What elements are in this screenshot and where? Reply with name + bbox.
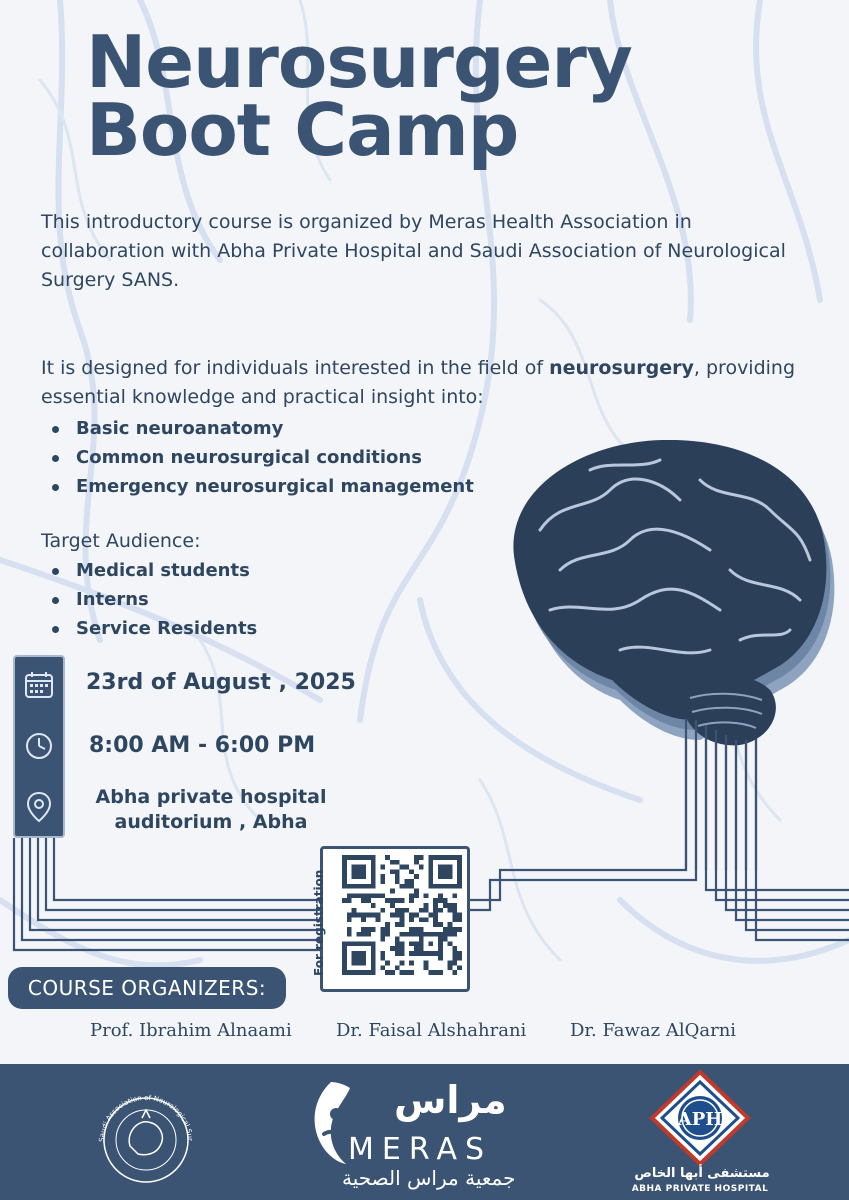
audience-label: Target Audience:	[41, 530, 201, 552]
qr-code-icon[interactable]	[342, 855, 462, 975]
organizer-name: Prof. Ibrahim Alnaami	[90, 1020, 292, 1041]
svg-text:Saudi Association of Neurologi	[86, 1082, 194, 1142]
location-pin-icon	[15, 791, 63, 823]
topic-item: Emergency neurosurgical management	[41, 472, 474, 501]
design-text-prefix: It is designed for individuals interested in the field of	[41, 357, 550, 379]
event-date: 23rd of August , 2025	[86, 670, 356, 695]
footer-logos	[0, 1064, 849, 1200]
audience-list	[41, 556, 257, 643]
organizers-heading: COURSE ORGANIZERS:	[8, 967, 286, 1009]
audience-item: Interns	[41, 585, 257, 614]
intro-paragraph: This introductory course is organized by Meras Health Association in collaboration with Abha Private Hospital and Saudi Association of Neurological Surgery SANS.	[41, 211, 786, 291]
meras-english-name: MERAS	[348, 1132, 493, 1167]
sans-logo	[86, 1082, 206, 1192]
brain-illustration	[500, 440, 849, 870]
organizer-name: Dr. Faisal Alshahrani	[336, 1020, 527, 1041]
title-line-2: Boot Camp	[86, 88, 519, 172]
venue-line-1: Abha private hospital	[95, 786, 327, 808]
meras-arabic-name: مراس	[394, 1078, 507, 1122]
meras-logo	[302, 1074, 542, 1194]
meras-arabic-full: جمعية مراس الصحية	[342, 1166, 516, 1190]
event-venue	[80, 785, 342, 835]
topic-item: Basic neuroanatomy	[41, 414, 474, 443]
title-line-1: Neurosurgery	[86, 20, 632, 104]
calendar-icon	[15, 671, 63, 699]
event-time: 8:00 AM - 6:00 PM	[89, 733, 316, 758]
audience-item: Service Residents	[41, 614, 257, 643]
organizer-name: Dr. Fawaz AlQarni	[570, 1020, 737, 1041]
aph-english-name: ABHA PRIVATE HOSPITAL	[631, 1184, 769, 1194]
page-title	[86, 20, 806, 172]
aph-monogram: APH	[677, 1109, 723, 1130]
aph-emblem-icon	[630, 1068, 770, 1168]
registration-qr[interactable]	[312, 846, 470, 992]
sans-arc-text: Saudi Association of Neurological Sur	[97, 1093, 195, 1143]
aph-arabic-name: مستشفى أبها الخاص	[634, 1166, 770, 1181]
design-highlight: neurosurgery	[549, 357, 694, 379]
registration-label: For registration	[312, 869, 326, 976]
design-paragraph	[41, 354, 831, 412]
topics-list	[41, 414, 474, 501]
clock-icon	[15, 731, 63, 761]
aph-logo	[630, 1068, 770, 1198]
audience-item: Medical students	[41, 556, 257, 585]
event-icon-bar	[13, 655, 65, 838]
design-text-suffix: , providing essential knowledge and practical insight into:	[41, 357, 796, 408]
topic-item: Common neurosurgical conditions	[41, 443, 474, 472]
venue-line-2: auditorium , Abha	[114, 811, 308, 833]
